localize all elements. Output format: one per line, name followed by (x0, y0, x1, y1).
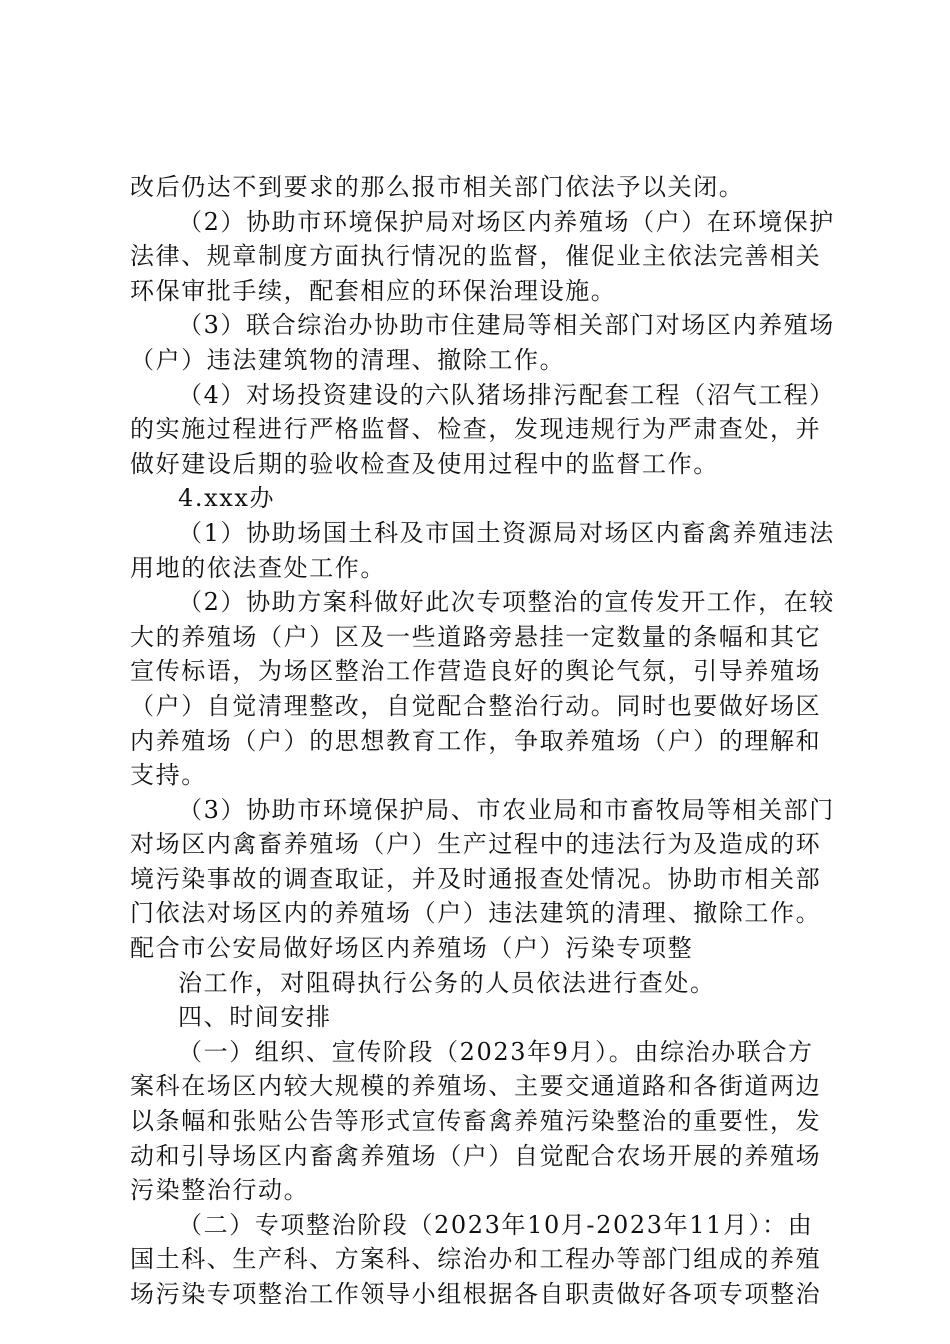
text-line: 动和引导场区内畜禽养殖场（户）自觉配合农场开展的养殖场 (130, 1141, 822, 1170)
text-line: 用地的依法查处工作。 (130, 553, 386, 582)
text-line: 以条幅和张贴公告等形式宣传畜禽养殖污染整治的重要性，发 (130, 1107, 822, 1136)
text-line: 四、时间安排 (178, 1003, 332, 1032)
text-line: 4.xxx办 (178, 484, 276, 513)
text-line: 门依法对场区内的养殖场（户）违法建筑的清理、撤除工作。 (130, 899, 822, 928)
text-line: 治工作，对阻碍执行公务的人员依法进行查处。 (178, 968, 716, 997)
text-line: 法律、规章制度方面执行情况的监督，催促业主依法完善相关 (130, 242, 822, 271)
text-line: 支持。 (130, 761, 207, 790)
text-line: 境污染事故的调查取证，并及时通报查处情况。协助市相关部 (130, 864, 822, 893)
text-line: 污染整治行动。 (130, 1176, 310, 1205)
text-line: 内养殖场（户）的思想教育工作，争取养殖场（户）的理解和 (130, 726, 822, 755)
text-line: 国土科、生产科、方案科、综治办和工程办等部门组成的养殖 (130, 1245, 822, 1274)
text-line: （1）协助场国土科及市国土资源局对场区内畜禽养殖违法 (178, 518, 835, 547)
text-line: （2）协助市环境保护局对场区内养殖场（户）在环境保护 (178, 207, 835, 236)
text-line: 的实施过程进行严格监督、检查，发现违规行为严肃查处，并 (130, 415, 822, 444)
text-line: 大的养殖场（户）区及一些道路旁悬挂一定数量的条幅和其它 (130, 622, 822, 651)
text-line: 改后仍达不到要求的那么报市相关部门依法予以关闭。 (130, 173, 745, 201)
text-line: （3）协助市环境保护局、市农业局和市畜牧局等相关部门 (178, 795, 835, 824)
text-line: （3）联合综治办协助市住建局等相关部门对场区内养殖场 (178, 311, 835, 340)
document-body (130, 170, 835, 1312)
text-line: （户）违法建筑物的清理、撤除工作。 (130, 345, 566, 374)
text-line: 场污染专项整治工作领导小组根据各自职责做好各项专项整治 (130, 1280, 822, 1308)
text-line: 对场区内禽畜养殖场（户）生产过程中的违法行为及造成的环 (130, 830, 822, 859)
text-line: （2）协助方案科做好此次专项整治的宣传发开工作，在较 (178, 588, 835, 617)
text-line: （户）自觉清理整改，自觉配合整治行动。同时也要做好场区 (130, 691, 822, 720)
text-line: 环保审批手续，配套相应的环保治理设施。 (130, 276, 617, 305)
text-line: 案科在场区内较大规模的养殖场、主要交通道路和各街道两边 (130, 1072, 822, 1101)
text-line: （二）专项整治阶段（2023年10月-2023年11月）：由 (178, 1210, 814, 1239)
text-line: 做好建设后期的验收检查及使用过程中的监督工作。 (130, 449, 719, 478)
text-line: 宣传标语，为场区整治工作营造良好的舆论气氛，引导养殖场 (130, 657, 822, 686)
text-line: 配合市公安局做好场区内养殖场（户）污染专项整 (130, 934, 694, 963)
text-line: （4）对场投资建设的六队猪场排污配套工程（沼气工程） (178, 380, 835, 409)
text-line: （一）组织、宣传阶段（2023年9月）。由综治办联合方 (178, 1037, 814, 1066)
